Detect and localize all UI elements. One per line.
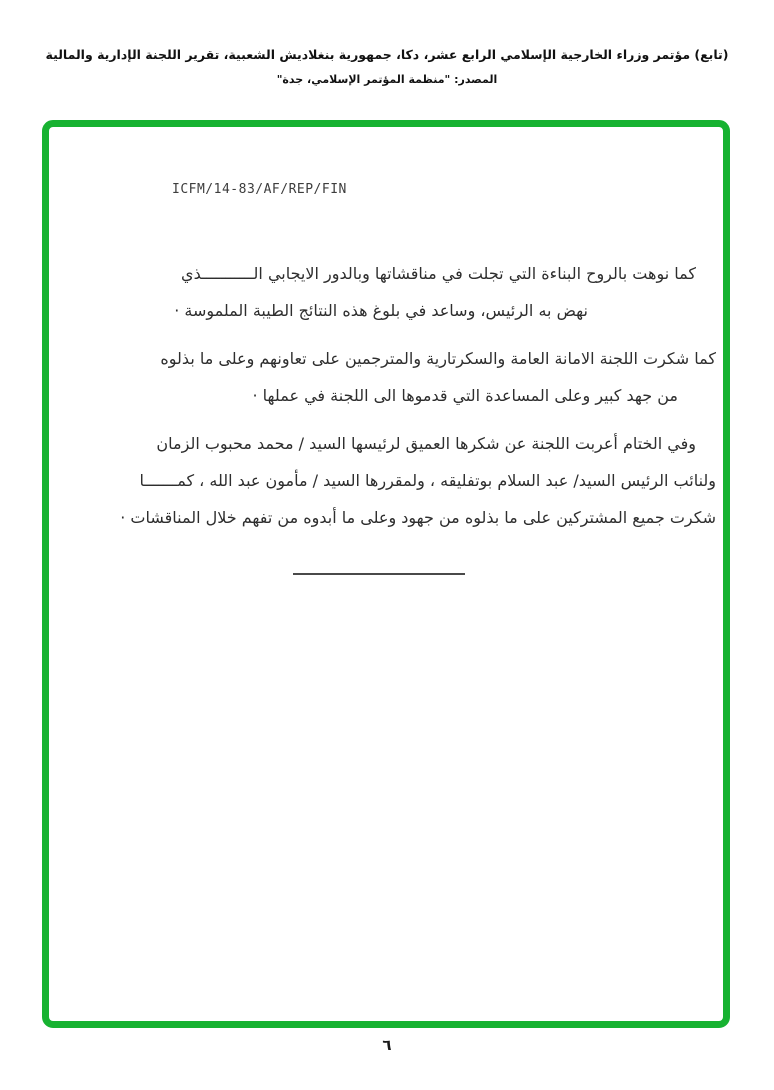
paragraph-1-line-1: كما نوهت بالروح البناءة التي تجلت في مناقشاتها وبالدور الايجابي الـــــــــــذي (181, 264, 696, 283)
header-source: المصدر: "منظمة المؤتمر الإسلامي، جدة" (276, 73, 498, 86)
page-number: ٦ (382, 1036, 392, 1054)
scan-highlight-frame (42, 120, 730, 1028)
document-body (83, 255, 716, 547)
signature-divider-line (293, 573, 465, 575)
header-title: (تابع) مؤتمر وزراء الخارجية الإسلامي الرابع عشر، دكا، جمهورية بنغلاديش الشعبية، تقرير اللجنة الإدارية والمالية (45, 47, 729, 62)
paragraph-3 (83, 425, 716, 536)
paragraph-1 (83, 255, 716, 329)
paragraph-3-line-2: ولنائب الرئيس السيد/ عبد السلام بوتفليقه ، ولمقررها السيد / مأمون عبد الله ، كمـــــــا (139, 471, 716, 490)
page-header (0, 46, 774, 87)
paragraph-2 (83, 340, 716, 414)
reference-code: ICFM/14-83/AF/REP/FIN (172, 182, 347, 197)
paragraph-3-line-1: وفي الختام أعربت اللجنة عن شكرها العميق لرئيسها السيد / محمد محبوب الزمان (156, 434, 696, 453)
paragraph-1-line-2: نهض به الرئيس، وساعد في بلوغ هذه النتائج الطيبة الملموسة · (174, 301, 588, 320)
paragraph-2-line-1: كما شكرت اللجنة الامانة العامة والسكرتارية والمترجمين على تعاونهم وعلى ما بذلوه (160, 349, 716, 368)
paragraph-2-line-2: من جهد كبير وعلى المساعدة التي قدموها الى اللجنة في عملها · (252, 386, 678, 405)
paragraph-3-line-3: شكرت جميع المشتركين على ما بذلوه من جهود وعلى ما أبدوه من تفهم خلال المناقشات · (120, 508, 716, 527)
